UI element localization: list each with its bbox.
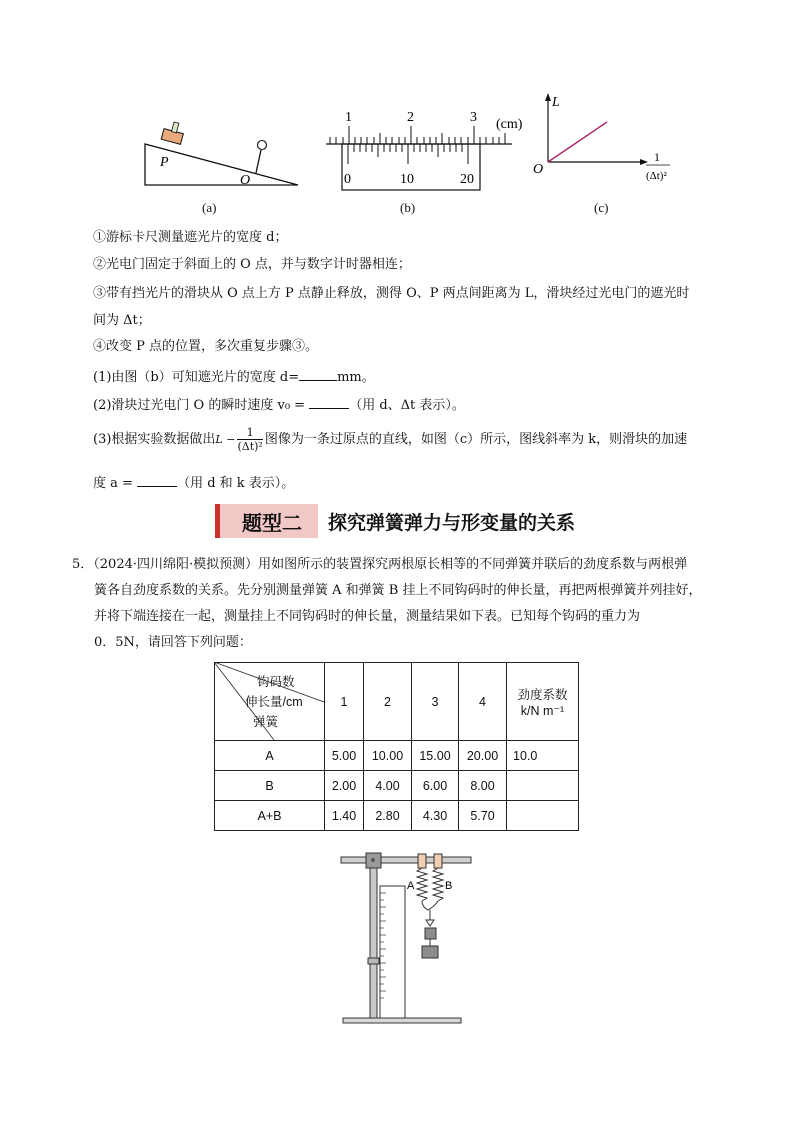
cell: 1.40 — [325, 801, 364, 831]
q3-accel: 度 a = — [93, 476, 133, 491]
row-name: A — [215, 741, 325, 771]
header-hooks: 钩码数 — [257, 674, 295, 689]
step-4: ④改变 P 点的位置，多次重复步骤③。 — [93, 339, 319, 354]
q3-frac-den: (Δt)² — [237, 440, 263, 453]
answer-blank-2[interactable] — [309, 394, 349, 409]
row-name: A+B — [215, 801, 325, 831]
col-header-1: 1 — [325, 663, 364, 741]
question-3-cont — [93, 472, 294, 494]
label-p: P — [160, 155, 169, 170]
step-3: ③带有挡光片的滑块从 O 点上方 P 点静止释放，测得 O、P 两点间距离为 L，滑块经过光电门的遮光时 — [93, 286, 690, 301]
cell: 2.00 — [325, 771, 364, 801]
unit-cm: (cm) — [496, 117, 523, 132]
cell: 6.00 — [412, 771, 459, 801]
table-diagonal-lines — [214, 662, 326, 742]
q2-text: (2)滑块过光电门 O 的瞬时速度 v₀ = — [93, 398, 306, 413]
q3-frac-num: 1 — [237, 426, 262, 440]
q1-text: (1)由图（b）可知遮光片的宽度 d= — [93, 370, 300, 385]
main-tick-3: 3 — [470, 110, 477, 125]
cell: 5.70 — [459, 801, 507, 831]
cell-k: 10.0 — [507, 741, 579, 771]
col-header-k — [507, 663, 579, 741]
row-name: B — [215, 771, 325, 801]
k-header-line1: 劲度系数 — [517, 688, 568, 702]
cell: 4.00 — [364, 771, 412, 801]
question-1 — [93, 366, 375, 388]
q3-expr-left: L − — [215, 433, 236, 446]
figure-a-incline — [140, 118, 305, 190]
label-spring-b: B — [445, 880, 453, 892]
col-header-4: 4 — [459, 663, 507, 741]
q3-text: (3)根据实验数据做出 — [93, 432, 216, 447]
x-axis-label-numerator: 1 — [654, 150, 660, 164]
q3-text-cont: 图像为一条过原点的直线，如图（c）所示，图线斜率为 k，则滑块的加速 — [264, 432, 688, 447]
label-spring-a: A — [407, 880, 415, 892]
section-title: 探究弹簧弹力与形变量的关系 — [328, 511, 576, 534]
question-3 — [93, 426, 687, 453]
table-row — [215, 801, 579, 831]
problem-5-line-2: 簧各自劲度系数的关系。先分别测量弹簧 A 和弹簧 B 挂上不同钩码时的伸长量，再把两根弹簧并列挂好， — [94, 583, 702, 598]
answer-blank-1[interactable] — [299, 366, 337, 381]
problem-5 — [72, 552, 724, 656]
section-banner — [215, 504, 575, 538]
header-extension: 伸长量/cm — [245, 694, 303, 709]
caption-b: (b) — [400, 200, 416, 215]
problem-5-line-1: 5．（2024·四川绵阳·模拟预测）用如图所示的装置探究两根原长相等的不同弹簧并联后的劲度系数与两根弹 — [72, 557, 688, 572]
figure-c-graph — [530, 90, 680, 195]
cell: 2.80 — [364, 801, 412, 831]
col-header-2: 2 — [364, 663, 412, 741]
table-row — [215, 741, 579, 771]
k-header-line2: k/N m⁻¹ — [520, 704, 565, 718]
vernier-tick-10: 10 — [400, 172, 414, 187]
cell: 20.00 — [459, 741, 507, 771]
cell: 5.00 — [325, 741, 364, 771]
cell: 15.00 — [412, 741, 459, 771]
origin-label: O — [533, 162, 544, 177]
step-1: ①游标卡尺测量遮光片的宽度 d； — [93, 230, 288, 245]
section-tag: 题型二 — [215, 504, 318, 538]
vernier-tick-20: 20 — [460, 172, 474, 187]
cell: 8.00 — [459, 771, 507, 801]
q2-hint: （用 d、Δt 表示）。 — [349, 398, 465, 413]
spring-apparatus — [338, 848, 478, 1028]
answer-blank-3[interactable] — [137, 472, 177, 487]
cell-k — [507, 771, 579, 801]
question-2 — [93, 394, 465, 416]
main-tick-1: 1 — [345, 110, 352, 125]
cell: 10.00 — [364, 741, 412, 771]
step-2: ②光电门固定于斜面上的 O 点，并与数字计时器相连； — [93, 257, 411, 272]
step-3-cont: 间为 Δt； — [93, 313, 151, 328]
table-row — [215, 771, 579, 801]
figure-b-vernier — [322, 104, 532, 194]
caption-a: (a) — [202, 200, 217, 215]
vernier-tick-0: 0 — [344, 172, 351, 187]
q3-hint: （用 d 和 k 表示）。 — [177, 476, 295, 491]
problem-5-line-4: 0．5N，请回答下列问题： — [94, 635, 252, 650]
col-header-3: 3 — [412, 663, 459, 741]
cell: 4.30 — [412, 801, 459, 831]
q3-fraction — [237, 426, 262, 453]
caption-c: (c) — [594, 200, 609, 215]
x-axis-label-denominator: (Δt)² — [646, 170, 667, 182]
y-axis-label: L — [552, 95, 560, 110]
label-o: O — [240, 173, 251, 188]
main-tick-2: 2 — [407, 110, 414, 125]
problem-5-line-3: 并将下端连接在一起，测量挂上不同钩码时的伸长量，测量结果如下表。已知每个钩码的重力为 — [94, 609, 641, 624]
header-spring: 弹簧 — [253, 714, 279, 729]
cell-k — [507, 801, 579, 831]
q1-unit: mm。 — [337, 370, 375, 385]
